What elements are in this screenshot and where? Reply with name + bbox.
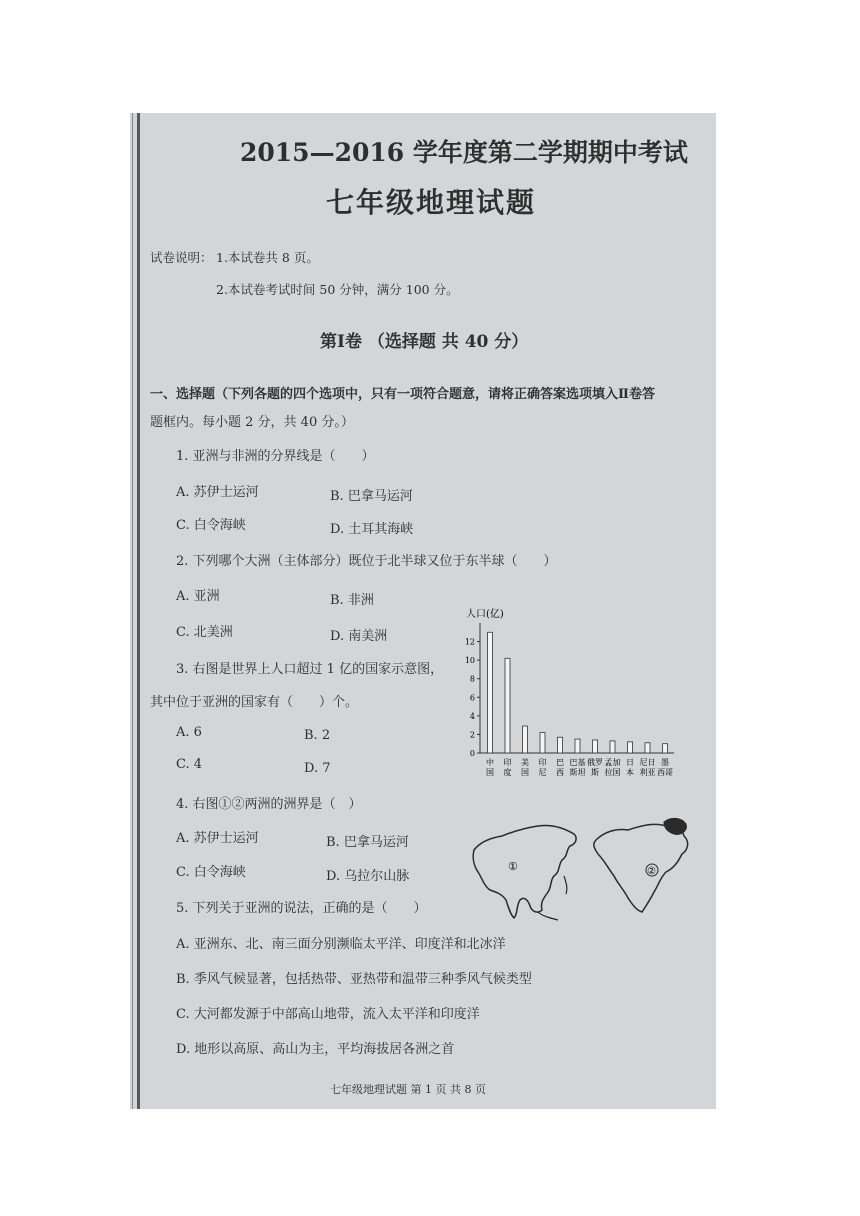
instructions-line-1: 一、选择题（下列各题的四个选项中，只有一项符合题意，请将正确答案选项填入Ⅱ卷答 [150, 387, 655, 402]
chart-bar-9 [628, 742, 633, 753]
q3-option-b: B. 2 [304, 728, 331, 743]
chart-xtick-label: 利亚 [639, 768, 656, 777]
q5-option-c: C. 大河都发源于中部高山地带，流入太平洋和印度洋 [176, 1007, 480, 1022]
q5-option-b: B. 季风气候显著，包括热带、亚热带和温带三种季风气候类型 [176, 972, 532, 987]
asia-map-outline [473, 825, 576, 918]
chart-bar-3 [523, 726, 528, 753]
chart-xtick-label: 印 [503, 758, 512, 767]
q1-stem: 1. 亚洲与非洲的分界线是（ ） [176, 449, 375, 464]
chart-xtick-label: 俄罗 [587, 758, 603, 767]
q4-option-b: B. 巴拿马运河 [326, 835, 409, 850]
q3-stem: 3. 右图是世界上人口超过 1 亿的国家示意图， [176, 662, 444, 677]
chart-xtick-label: 尼 [538, 768, 547, 777]
exam-subtitle: 七年级地理试题 [326, 186, 537, 219]
chart-ytick-label: 2 [469, 730, 475, 740]
north-america-map-outline [594, 824, 688, 912]
q3-option-a: A. 6 [176, 725, 202, 740]
notes-label: 试卷说明： [150, 250, 213, 265]
q2-option-c: C. 北美洲 [176, 625, 233, 640]
chart-xtick-label: 国 [486, 768, 494, 777]
chart-ytick-label: 0 [469, 749, 475, 758]
chart-xtick-label: 斯 [591, 768, 599, 777]
asia-islands [538, 876, 567, 920]
continent-maps [468, 816, 698, 928]
chart-ylabel: 人口(亿) [466, 609, 504, 620]
page-footer: 七年级地理试题 第 1 页 共 8 页 [330, 1083, 486, 1096]
chart-xtick-label: 西哥 [657, 768, 673, 777]
chart-ytick-label: 8 [469, 674, 475, 684]
chart-xtick-label: 巴 [556, 758, 564, 767]
chart-ytick-label: 10 [464, 656, 475, 666]
q4-option-a: A. 苏伊士运河 [176, 831, 259, 846]
note-1: 1.本试卷共 8 页。 [216, 250, 319, 265]
chart-xtick-label: 本 [626, 768, 634, 777]
chart-xtick-label: 国 [521, 768, 529, 777]
chart-ytick-label: 6 [469, 693, 475, 703]
q5-option-d: D. 地形以高原、高山为主，平均海拔居各洲之首 [176, 1042, 455, 1057]
chart-bar-1 [488, 632, 493, 753]
chart-xtick-label: 印 [538, 758, 547, 767]
chart-xtick-label: 斯坦 [569, 768, 586, 777]
q3-option-d: D. 7 [304, 761, 331, 776]
chart-xtick-label: 日 [626, 758, 634, 767]
map-label-2: ② [647, 866, 656, 877]
exam-paper [130, 113, 716, 1109]
q2-option-d: D. 南美洲 [330, 629, 388, 644]
q1-option-d: D. 土耳其海峡 [330, 522, 414, 537]
chart-ytick-label: 12 [464, 637, 475, 647]
greenland-outline [664, 818, 686, 834]
chart-ytick-label: 4 [469, 711, 475, 721]
q4-option-c: C. 白令海峡 [176, 865, 246, 880]
chart-xtick-label: 孟加 [604, 758, 621, 767]
chart-bar-11 [663, 744, 668, 753]
binding-edge-thin [132, 113, 133, 1109]
q2-option-b: B. 非洲 [330, 593, 374, 608]
q1-option-a: A. 苏伊士运河 [176, 485, 259, 500]
q1-option-b: B. 巴拿马运河 [330, 489, 413, 504]
q4-stem: 4. 右图①②两洲的洲界是（ ） [176, 797, 362, 812]
chart-xtick-label: 度 [503, 768, 512, 777]
q1-option-c: C. 白令海峡 [176, 518, 246, 533]
population-chart [460, 605, 680, 805]
section-title: 第Ⅰ卷 （选择题 共 40 分） [320, 332, 529, 352]
note-2: 2.本试卷考试时间 50 分钟，满分 100 分。 [216, 282, 459, 297]
q3-option-c: C. 4 [176, 757, 203, 772]
q3-stem-2: 其中位于亚洲的国家有（ ）个。 [150, 695, 359, 710]
chart-bar-2 [505, 658, 510, 753]
q4-option-d: D. 乌拉尔山脉 [326, 869, 410, 884]
chart-bar-8 [610, 741, 615, 753]
exam-title: 2015—2016 学年度第二学期期中考试 [240, 138, 688, 167]
q2-stem: 2. 下列哪个大洲（主体部分）既位于北半球又位于东半球（ ） [176, 554, 557, 569]
chart-bar-4 [540, 733, 545, 753]
chart-xtick-label: 美 [521, 758, 529, 767]
map-label-1: ① [508, 860, 518, 873]
chart-xtick-label: 巴基 [569, 758, 586, 767]
chart-xtick-label: 墨 [661, 758, 669, 767]
q5-stem: 5. 下列关于亚洲的说法，正确的是（ ） [176, 901, 427, 916]
chart-bar-7 [593, 740, 598, 753]
binding-edge [137, 113, 140, 1109]
chart-xtick-label: 中 [486, 758, 494, 767]
chart-xtick-label: 西 [556, 768, 564, 777]
chart-bar-5 [558, 737, 563, 753]
q2-option-a: A. 亚洲 [176, 589, 220, 604]
chart-bar-10 [645, 743, 650, 753]
chart-bar-6 [575, 739, 580, 753]
q5-option-a: A. 亚洲东、北、南三面分别濒临太平洋、印度洋和北冰洋 [176, 937, 506, 952]
instructions-line-2: 题框内。每小题 2 分，共 40 分。） [150, 415, 354, 430]
chart-xtick-label: 尼日 [639, 758, 656, 767]
chart-xtick-label: 拉国 [604, 768, 621, 777]
